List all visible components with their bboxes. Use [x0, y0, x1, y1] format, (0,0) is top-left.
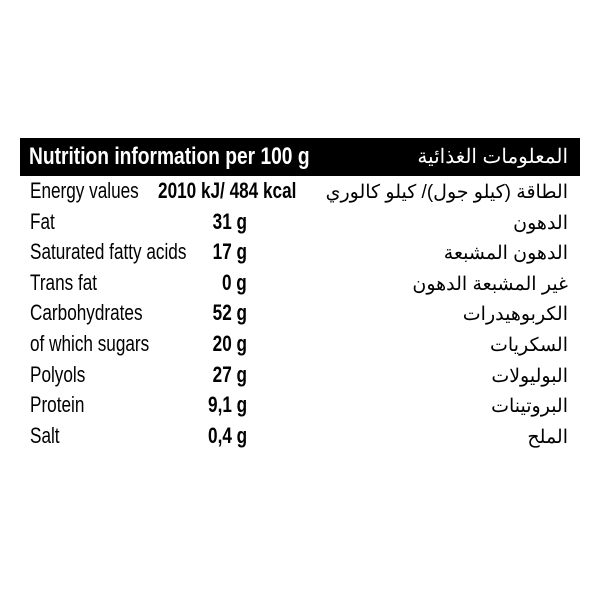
nutrition-row-energy — [20, 176, 580, 207]
row-value: 0 g — [222, 269, 247, 295]
nutrition-row-salt — [20, 421, 580, 452]
row-label: Fat — [30, 208, 55, 234]
nutrition-row-fat — [20, 207, 580, 238]
nutrition-row-carbohydrates — [20, 298, 580, 329]
nutrition-row-sugars — [20, 329, 580, 360]
row-value: 31 g — [212, 208, 247, 234]
row-label-arabic: البروتينات — [491, 396, 568, 418]
row-label: Trans fat — [30, 269, 98, 295]
row-value: 9,1 g — [207, 392, 247, 418]
nutrition-table — [20, 138, 580, 451]
row-label: Polyols — [30, 361, 86, 387]
row-value: 27 g — [212, 361, 247, 387]
row-label-arabic: الدهون — [513, 212, 568, 234]
row-label-arabic: البوليولات — [491, 365, 568, 387]
row-value: 20 g — [212, 330, 247, 356]
nutrition-row-trans-fat — [20, 268, 580, 299]
row-label: Protein — [30, 392, 85, 418]
row-value: 52 g — [212, 300, 247, 326]
title-arabic: المعلومات الغذائية — [417, 146, 568, 168]
nutrition-row-polyols — [20, 360, 580, 391]
row-label-arabic: الملح — [527, 426, 568, 448]
row-label: Salt — [30, 422, 60, 448]
row-value: 0,4 g — [207, 422, 247, 448]
row-value: 2010 kJ/ 484 kcal — [157, 178, 296, 203]
nutrition-row-saturated-fatty-acids — [20, 237, 580, 268]
row-label-arabic: غير المشبعة الدهون — [412, 273, 568, 295]
row-label: of which sugars — [30, 330, 150, 356]
row-label-arabic: الدهون المشبعة — [443, 243, 568, 265]
row-label-arabic: الطاقة (كيلو جول)/ كيلو كالوري — [325, 182, 568, 203]
nutrition-row-protein — [20, 390, 580, 421]
row-label-arabic: السكريات — [490, 334, 568, 356]
row-label: Carbohydrates — [30, 300, 143, 326]
row-label-arabic: الكربوهيدرات — [462, 304, 568, 326]
title-english: Nutrition information per 100 g — [29, 143, 310, 170]
row-label: Energy values — [30, 178, 139, 203]
nutrition-table-header — [20, 138, 580, 176]
row-label: Saturated fatty acids — [30, 239, 187, 265]
row-value: 17 g — [212, 239, 247, 265]
